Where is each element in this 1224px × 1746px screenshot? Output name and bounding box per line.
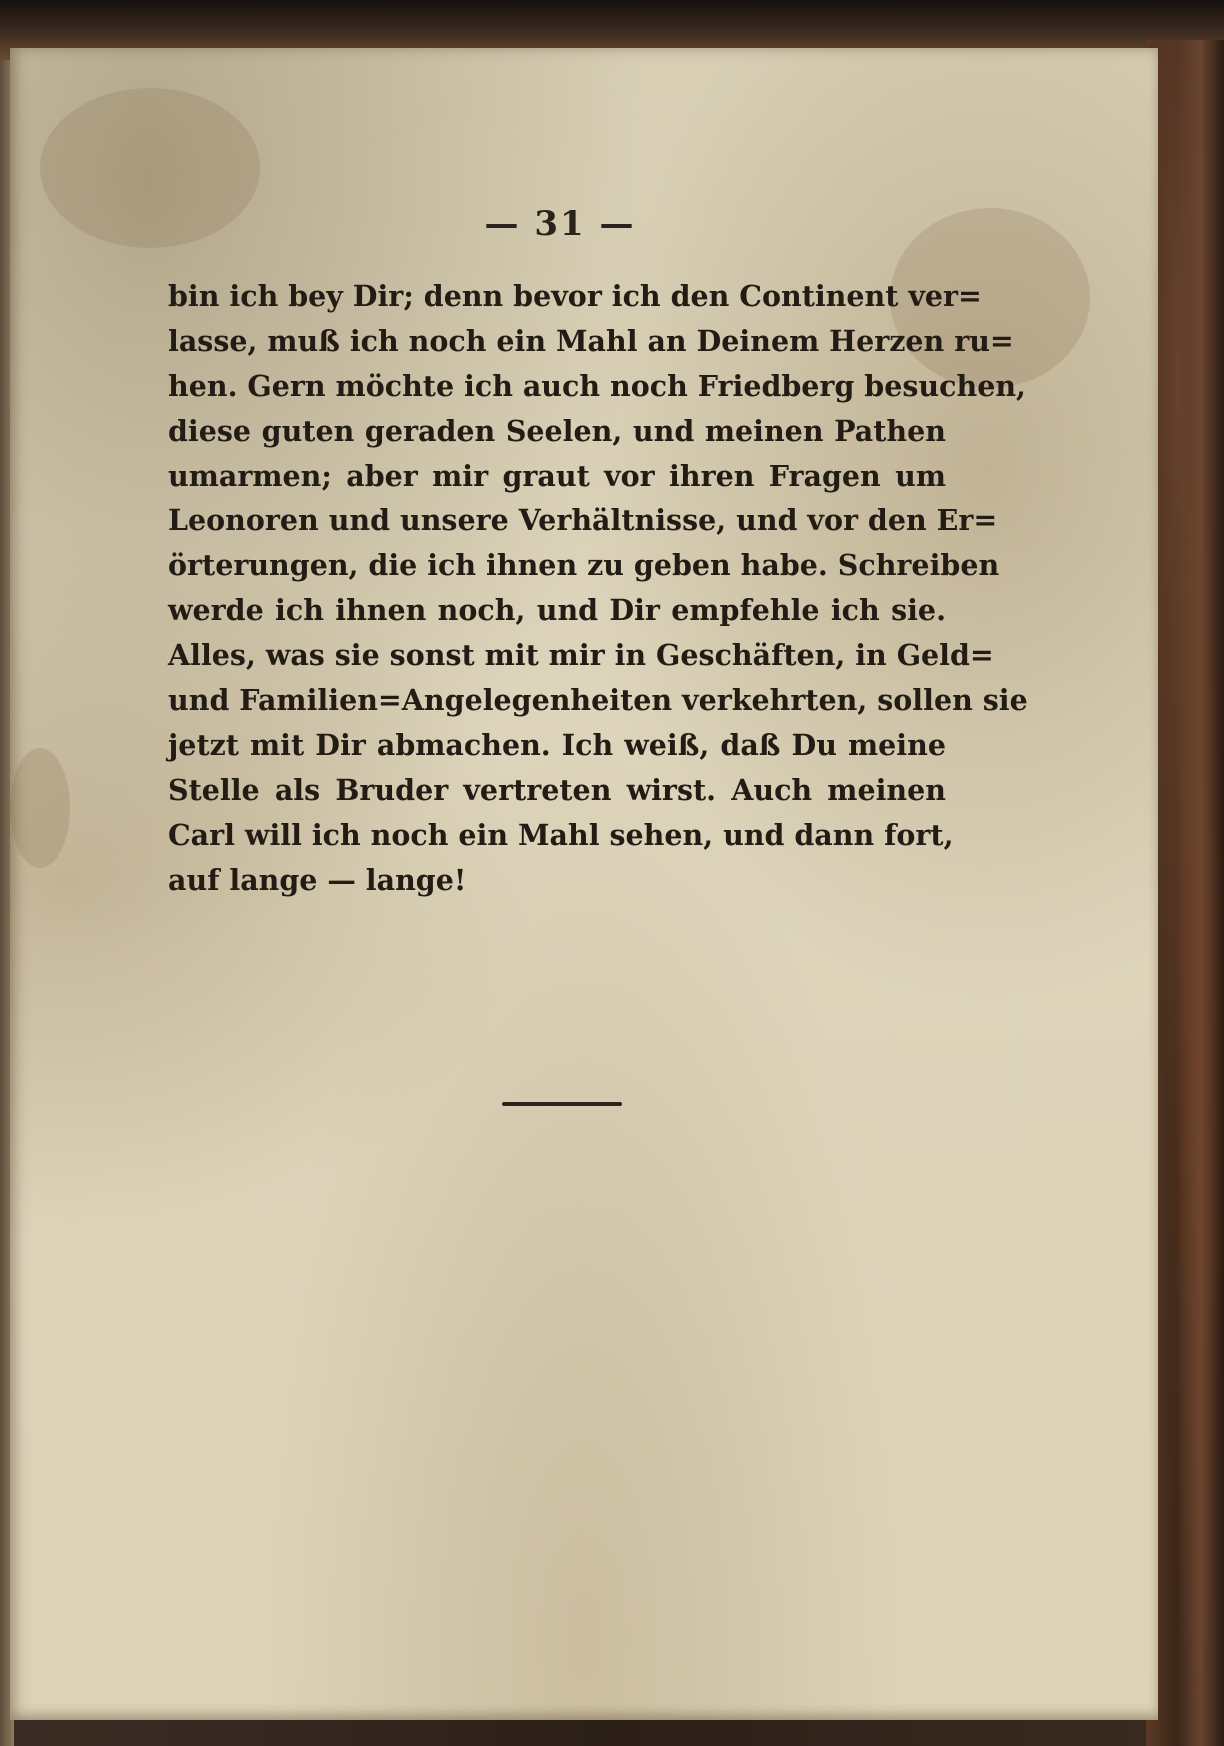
- end-of-chapter-rule: [502, 1102, 622, 1106]
- text-line: örterungen, die ich ihnen zu geben habe. Schreiben: [168, 548, 1000, 583]
- text-line: umarmen; aber mir graut vor ihren Fragen um: [168, 458, 946, 493]
- text-line: Carl will ich noch ein Mahl sehen, und dann fort,: [168, 817, 954, 852]
- text-line: werde ich ihnen noch, und Dir empfehle ich sie.: [168, 593, 946, 628]
- text-line: diese guten geraden Seelen, und meinen Pathen: [168, 413, 946, 448]
- text-line: hen. Gern möchte ich auch noch Friedberg besuchen,: [168, 368, 1026, 403]
- paper-page: [10, 48, 1158, 1720]
- text-line: auf lange — lange!: [168, 862, 467, 897]
- text-line: Leonoren und unsere Verhältnisse, und vor den Er=: [168, 503, 998, 538]
- paper-stain: [10, 748, 70, 868]
- text-line: bin ich bey Dir; denn bevor ich den Continent ver=: [168, 279, 982, 313]
- text-line: Alles, was sie sonst mit mir in Geschäften, in Geld=: [168, 638, 994, 673]
- text-line: und Familien=Angelegenheiten verkehrten, sollen sie: [168, 683, 1028, 718]
- text-line: Stelle als Bruder vertreten wirst. Auch meinen: [168, 772, 946, 807]
- text-line: jetzt mit Dir abmachen. Ich weiß, daß Du meine: [168, 727, 946, 762]
- text-line: lasse, muß ich noch ein Mahl an Deinem Herzen ru=: [168, 323, 1014, 358]
- body-text: [168, 274, 1028, 902]
- page-number: — 31 —: [484, 204, 636, 244]
